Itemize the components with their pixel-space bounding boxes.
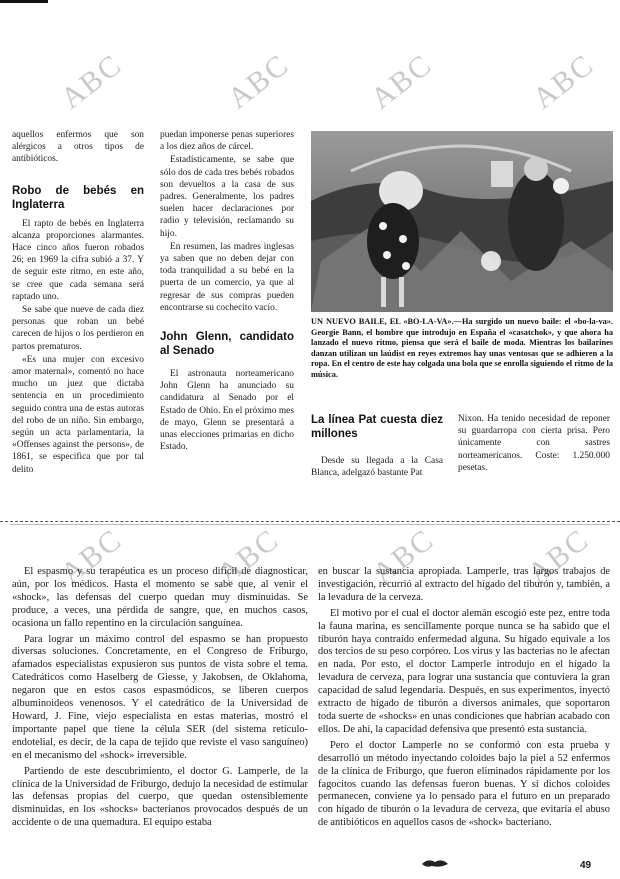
abc-watermark: ABC	[366, 522, 441, 591]
top-rule	[0, 0, 48, 3]
article-paragraph: Para lograr un máximo control del espasmo se han propuesto diversas soluciones. Concretamente, en el Congreso de Friburgo, afamados especialistas expusieron sus puntos de vista sobre el tema. Catedráticos como Haselberg de Giesse, y Jakobsen, de Oklahoma, negaron que en estos casos espasmódicos, se liberen cuerpos albuminoideos venenosos. Y el catedrático de la Universidad de Howard, J. Fine, viejo especialista en estas materias, mostró el importante papel que tiene la célula SER (del sistema retículo-endotelial, es decir, de la capa de tejido que reviste el vaso sanguíneo) en el mecanismo del «shock» irreversible.	[12, 633, 308, 761]
column-glenn	[160, 129, 294, 454]
column-shock-left	[12, 566, 308, 833]
article-paragraph: Desde su llegada a la Casa Blanca, adelgazó bastante Pat	[311, 456, 443, 479]
abc-watermark: ABC	[521, 522, 596, 591]
article-paragraph: Se sabe que nueve de cada diez personas que roban un bebé carecen de hijos o los perdieron en partos prematuros.	[12, 305, 144, 352]
column-intro-text: aquellos enfermos que son alérgicos a otros tipos de antibióticos.	[12, 130, 144, 165]
article-paragraph: Partiendo de este descubrimiento, el doctor G. Lamperle, de la clínica de la Universidad de Friburgo, dedujo la necesidad de estimular las defensas propias del cuerpo, que quedan ostensiblemente disminuidas, en los «shocks» bacterianos provocados después de un accidente o de una quemadura. El equipo estaba	[12, 765, 308, 829]
dance-photo	[311, 131, 613, 312]
article-paragraph: El astronauta norteamericano John Glenn ha anunciado su candidatura al Senado por el Estado de Ohio. En el próximo mes de mayo, Glenn se presentará a unas elecciones primarias en dicho Estado.	[160, 369, 294, 453]
dance-photo-image	[311, 131, 613, 312]
article-paragraph: Pero el doctor Lamperle no se conformó con esta prueba y desarrolló un método inyectando coloides bajo la piel a 52 enfermos de la clínica de Friburgo, que fueron eliminados rápidamente por los fagocitos cuando las defensas fueron buenas. Y si dichos coloides permanecen, conviene ya lo pensado para el futuro en un preparado con hígado de tiburón o la levadura de cerveza, que evitaría el abuso de antibióticos en aquellos casos de «shock» bacteriano.	[318, 739, 610, 829]
article-paragraph: en buscar la sustancia apropiada. Lamperle, tras largos trabajos de investigación, recurrió al extracto del hígado del tiburón y, también, a la levadura de la cerveza.	[318, 566, 610, 603]
section-divider	[0, 521, 620, 522]
article-paragraph: «Es una mujer con excesivo amor maternal», comentó no hace mucho un juez que dictaba sentencia en un procedimiento seguido contra una de estas autoras del robo de un niño. Sin embargo, según un acta parlamentaria, la «Offenses against the persons», de 1861, se especifica que por tal delito	[12, 354, 144, 475]
article-paragraph: En resumen, las madres inglesas ya saben que no deben dejar con toda tranquilidad a su bebé en la puerta de un comercio, ya que al regresar de sus compras pueden encontrarse su cochecito vacío.	[160, 241, 294, 313]
column-pat-nixon-cont	[458, 413, 610, 475]
article-paragraph: El motivo por el cual el doctor alemán escogió este pez, entre toda la fauna marina, es sencillamente porque nunca se ha sabido que el tiburón haya contraído enfermedad alguna. Su hígado equivale a los dos tercios de su peso corpóreo. Los virus y las bacterias no le afectan en nada. Por esto, el doctor Lamperle introdujo en el hígado la levadura de cerveza, para lograr una sustancia que contuviera la gran capacidad de salud legendaria. Después, en sus experimentos, inyectó extracto de hígado de tiburón a diversos animales, que soportaron toda suerte de «shocks» en unas condiciones que habrían acabado con ellos. De ahí, la capacidad defensiva que presentó esta sustancia.	[318, 607, 610, 735]
heading-baby-theft: Robo de bebés en Inglaterra	[12, 184, 144, 211]
abc-watermark: ABC	[54, 522, 129, 591]
article-paragraph: puedan imponerse penas superiores a los diez años de cárcel.	[160, 130, 294, 153]
photo-caption: UN NUEVO BAILE, EL «BO-LA-VA».—Ha surgido un nuevo baile: el «bo-la-va». Georgie Bann, el hombre que introdujo en España el «casatchok», y que ahora ha lanzado el nuevo ritmo, piensa que será el baile de moda. Mientras los bailarines danzan utilizan un laúdist en reyes extremos hay unas ventosas que se adhieren a la ropa. En el centro de este hay colgada una bola que se enrolla siguiendo el ritmo de la música.	[311, 317, 613, 379]
column-baby-theft	[12, 129, 144, 477]
abc-watermark: ABC	[54, 47, 129, 116]
ink-smudge	[420, 858, 450, 868]
abc-watermark: ABC	[211, 522, 286, 591]
abc-watermark: ABC	[221, 47, 296, 116]
column-shock-right	[318, 566, 610, 833]
article-paragraph: Estadísticamente, se sabe que sólo dos de cada tres bebés robados son devueltos a la casa de sus padres. Generalmente, los padres suelen hacer declaraciones por radio y televisión, reclamando su hijo.	[160, 155, 294, 239]
article-paragraph: El rapto de bebés en Inglaterra alcanza proporciones alarmantes. Hace cinco años fueron robados 26; en 1969 la cifra subió a 37. Y de seguir este ritmo, en este año, se cree que cada semana será raptado uno.	[12, 218, 144, 302]
abc-watermark: ABC	[526, 47, 601, 116]
column-pat-nixon	[311, 413, 443, 480]
abc-watermark: ABC	[364, 47, 439, 116]
article-paragraph: Nixon. Ha tenido necesidad de reponer su guardarropa con cierta prisa. Pero únicamente con sastres norteamericanos. Coste: 1.250.000 pesetas.	[458, 414, 610, 473]
heading-glenn: John Glenn, candidato al Senado	[160, 331, 294, 358]
page-number: 49	[580, 860, 592, 871]
heading-pat-nixon: La línea Pat cuesta diez millones	[311, 414, 443, 440]
section-divider	[10, 524, 610, 525]
article-paragraph: El espasmo y su terapéutica es un proceso difícil de diagnosticar, aún, por los médicos. Hasta el momento se sabe que, al venir el «shock», las defensas del cuerpo quedan muy disminuidas. Se produce, a veces, una pérdida de sangre, que, en muchos casos, ocasiona un fallo repentino en la circulación sanguínea.	[12, 566, 308, 629]
